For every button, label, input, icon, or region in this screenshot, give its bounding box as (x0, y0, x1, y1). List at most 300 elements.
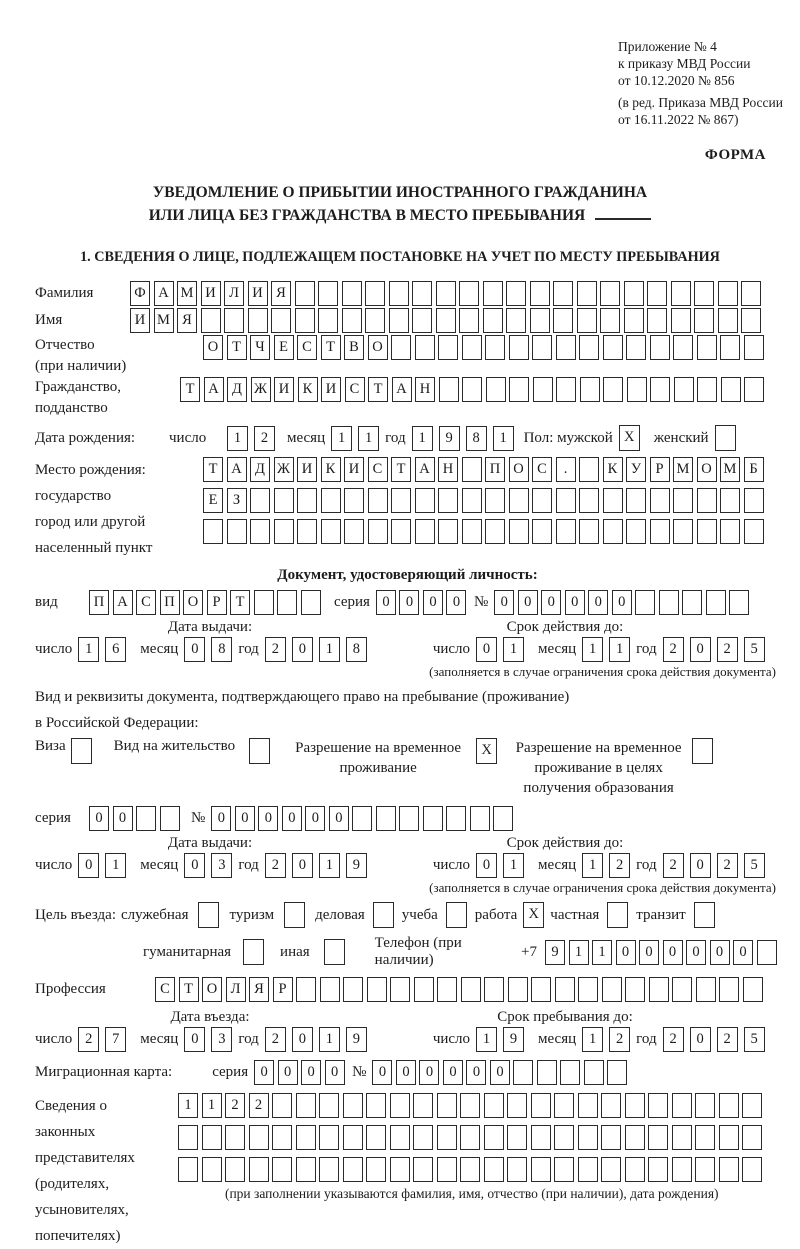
char-box[interactable] (319, 1157, 339, 1182)
char-box[interactable]: 2 (225, 1093, 245, 1118)
char-box[interactable] (438, 519, 458, 544)
char-box[interactable]: 7 (105, 1027, 126, 1052)
char-box[interactable]: Т (180, 377, 200, 402)
char-box[interactable] (695, 1093, 715, 1118)
char-box[interactable]: 0 (329, 806, 349, 831)
char-box[interactable]: 1 (227, 426, 248, 451)
char-box[interactable] (694, 308, 714, 333)
char-box[interactable]: 1 (319, 637, 340, 662)
char-box[interactable] (719, 1125, 739, 1150)
char-box[interactable] (296, 1157, 316, 1182)
char-box[interactable]: Б (744, 457, 764, 482)
char-box[interactable]: 2 (717, 1027, 738, 1052)
char-box[interactable] (296, 1125, 316, 1150)
char-box[interactable] (483, 281, 503, 306)
char-box[interactable]: 8 (211, 637, 232, 662)
char-box[interactable] (272, 1093, 292, 1118)
char-box[interactable] (580, 377, 600, 402)
char-box[interactable]: Д (250, 457, 270, 482)
char-box[interactable] (533, 377, 553, 402)
char-box[interactable]: 3 (211, 853, 232, 878)
char-box[interactable]: Я (249, 977, 269, 1002)
char-box[interactable]: Р (207, 590, 227, 615)
char-box[interactable] (513, 1060, 533, 1085)
char-box[interactable] (626, 488, 646, 513)
char-box[interactable]: 9 (545, 940, 565, 965)
char-box[interactable]: 1 (592, 940, 612, 965)
char-box[interactable] (509, 377, 529, 402)
char-box[interactable] (486, 377, 506, 402)
char-box[interactable]: 0 (292, 637, 313, 662)
char-box[interactable] (673, 335, 693, 360)
char-box[interactable]: О (697, 457, 717, 482)
char-box[interactable]: С (155, 977, 175, 1002)
char-box[interactable] (601, 1157, 621, 1182)
checkbox-cell[interactable] (607, 902, 628, 928)
char-box[interactable]: Т (391, 457, 411, 482)
char-box[interactable]: Е (274, 335, 294, 360)
char-box[interactable]: 0 (419, 1060, 439, 1085)
char-box[interactable] (366, 1093, 386, 1118)
char-box[interactable]: П (89, 590, 109, 615)
char-box[interactable] (624, 281, 644, 306)
char-box[interactable] (507, 1093, 527, 1118)
char-box[interactable] (272, 1157, 292, 1182)
char-box[interactable] (744, 335, 764, 360)
char-box[interactable]: 0 (184, 1027, 205, 1052)
char-box[interactable]: В (344, 335, 364, 360)
char-box[interactable]: 0 (476, 637, 497, 662)
char-box[interactable] (136, 806, 156, 831)
char-box[interactable]: 6 (105, 637, 126, 662)
char-box[interactable] (249, 1157, 269, 1182)
char-box[interactable] (626, 519, 646, 544)
char-box[interactable]: И (130, 308, 150, 333)
char-box[interactable] (254, 590, 274, 615)
char-box[interactable]: Т (368, 377, 388, 402)
char-box[interactable] (277, 590, 297, 615)
char-box[interactable]: 1 (569, 940, 589, 965)
char-box[interactable]: 0 (476, 853, 497, 878)
char-box[interactable] (625, 977, 645, 1002)
char-box[interactable] (483, 308, 503, 333)
char-box[interactable] (532, 488, 552, 513)
char-box[interactable]: 0 (639, 940, 659, 965)
char-box[interactable] (436, 308, 456, 333)
checkbox-cell[interactable]: X (523, 902, 544, 928)
char-box[interactable] (485, 519, 505, 544)
char-box[interactable] (412, 281, 432, 306)
char-box[interactable]: 2 (254, 426, 275, 451)
char-box[interactable] (248, 308, 268, 333)
char-box[interactable] (706, 590, 726, 615)
char-box[interactable] (225, 1157, 245, 1182)
char-box[interactable]: Я (271, 281, 291, 306)
char-box[interactable]: 0 (301, 1060, 321, 1085)
char-box[interactable] (556, 377, 576, 402)
char-box[interactable]: 0 (184, 637, 205, 662)
char-box[interactable] (720, 488, 740, 513)
char-box[interactable] (460, 1157, 480, 1182)
char-box[interactable]: Д (227, 377, 247, 402)
char-box[interactable]: 0 (305, 806, 325, 831)
char-box[interactable] (673, 519, 693, 544)
char-box[interactable]: 2 (717, 853, 738, 878)
char-box[interactable]: 1 (582, 637, 603, 662)
char-box[interactable] (438, 335, 458, 360)
char-box[interactable] (470, 806, 490, 831)
char-box[interactable]: 0 (235, 806, 255, 831)
checkbox-cell[interactable] (71, 738, 92, 764)
char-box[interactable]: П (160, 590, 180, 615)
char-box[interactable] (320, 977, 340, 1002)
char-box[interactable]: 2 (265, 853, 286, 878)
char-box[interactable] (390, 1093, 410, 1118)
char-box[interactable]: 9 (346, 1027, 367, 1052)
char-box[interactable]: 0 (292, 1027, 313, 1052)
char-box[interactable]: О (183, 590, 203, 615)
char-box[interactable] (603, 519, 623, 544)
char-box[interactable]: Н (438, 457, 458, 482)
char-box[interactable] (202, 1125, 222, 1150)
char-box[interactable] (627, 377, 647, 402)
char-box[interactable]: Ч (250, 335, 270, 360)
char-box[interactable] (672, 977, 692, 1002)
char-box[interactable] (742, 1093, 762, 1118)
char-box[interactable] (250, 488, 270, 513)
char-box[interactable]: С (297, 335, 317, 360)
char-box[interactable]: 1 (582, 853, 603, 878)
char-box[interactable]: 0 (89, 806, 109, 831)
char-box[interactable] (648, 1125, 668, 1150)
char-box[interactable]: Я (177, 308, 197, 333)
char-box[interactable]: З (227, 488, 247, 513)
char-box[interactable] (719, 977, 739, 1002)
char-box[interactable]: А (113, 590, 133, 615)
char-box[interactable] (648, 1157, 668, 1182)
char-box[interactable]: 0 (78, 853, 99, 878)
char-box[interactable]: Р (650, 457, 670, 482)
char-box[interactable] (625, 1093, 645, 1118)
checkbox-cell[interactable] (198, 902, 219, 928)
char-box[interactable]: 1 (78, 637, 99, 662)
char-box[interactable]: 5 (744, 637, 765, 662)
char-box[interactable]: 2 (265, 1027, 286, 1052)
char-box[interactable] (530, 281, 550, 306)
char-box[interactable] (459, 308, 479, 333)
char-box[interactable] (484, 1157, 504, 1182)
char-box[interactable] (744, 519, 764, 544)
char-box[interactable] (413, 1157, 433, 1182)
char-box[interactable] (556, 488, 576, 513)
char-box[interactable] (600, 308, 620, 333)
char-box[interactable]: 2 (663, 637, 684, 662)
char-box[interactable] (224, 308, 244, 333)
char-box[interactable] (423, 806, 443, 831)
char-box[interactable] (460, 1093, 480, 1118)
char-box[interactable] (366, 1157, 386, 1182)
char-box[interactable]: С (368, 457, 388, 482)
char-box[interactable]: О (368, 335, 388, 360)
char-box[interactable] (578, 1125, 598, 1150)
char-box[interactable]: Т (203, 457, 223, 482)
char-box[interactable]: 0 (443, 1060, 463, 1085)
char-box[interactable]: К (603, 457, 623, 482)
char-box[interactable] (390, 1125, 410, 1150)
char-box[interactable] (650, 488, 670, 513)
char-box[interactable] (413, 1125, 433, 1150)
char-box[interactable] (601, 1125, 621, 1150)
char-box[interactable] (437, 1125, 457, 1150)
char-box[interactable]: . (556, 457, 576, 482)
char-box[interactable] (577, 281, 597, 306)
char-box[interactable]: 0 (446, 590, 466, 615)
char-box[interactable] (509, 519, 529, 544)
char-box[interactable]: 0 (278, 1060, 298, 1085)
char-box[interactable] (399, 806, 419, 831)
char-box[interactable]: 0 (494, 590, 514, 615)
char-box[interactable]: 0 (325, 1060, 345, 1085)
char-box[interactable]: 8 (466, 426, 487, 451)
char-box[interactable] (744, 377, 764, 402)
char-box[interactable]: 0 (690, 637, 711, 662)
char-box[interactable] (584, 1060, 604, 1085)
char-box[interactable] (649, 977, 669, 1002)
char-box[interactable] (697, 519, 717, 544)
char-box[interactable] (578, 1157, 598, 1182)
char-box[interactable] (389, 281, 409, 306)
char-box[interactable]: А (227, 457, 247, 482)
char-box[interactable] (437, 1157, 457, 1182)
char-box[interactable] (178, 1157, 198, 1182)
char-box[interactable] (414, 977, 434, 1002)
char-box[interactable] (508, 977, 528, 1002)
char-box[interactable] (719, 1093, 739, 1118)
char-box[interactable] (178, 1125, 198, 1150)
char-box[interactable]: 1 (503, 853, 524, 878)
char-box[interactable]: 1 (358, 426, 379, 451)
char-box[interactable] (555, 977, 575, 1002)
char-box[interactable]: 0 (282, 806, 302, 831)
char-box[interactable] (249, 1125, 269, 1150)
char-box[interactable] (530, 308, 550, 333)
char-box[interactable] (744, 488, 764, 513)
checkbox-cell[interactable]: X (476, 738, 497, 764)
char-box[interactable] (626, 335, 646, 360)
char-box[interactable] (695, 1157, 715, 1182)
char-box[interactable] (203, 519, 223, 544)
char-box[interactable] (697, 377, 717, 402)
char-box[interactable]: П (485, 457, 505, 482)
char-box[interactable] (227, 519, 247, 544)
char-box[interactable] (625, 1157, 645, 1182)
char-box[interactable] (602, 977, 622, 1002)
checkbox-cell[interactable] (446, 902, 467, 928)
char-box[interactable] (647, 308, 667, 333)
char-box[interactable] (462, 335, 482, 360)
checkbox-cell[interactable] (694, 902, 715, 928)
char-box[interactable] (485, 488, 505, 513)
char-box[interactable] (318, 281, 338, 306)
char-box[interactable]: А (154, 281, 174, 306)
char-box[interactable] (390, 1157, 410, 1182)
char-box[interactable]: К (321, 457, 341, 482)
char-box[interactable]: 1 (178, 1093, 198, 1118)
char-box[interactable] (507, 1157, 527, 1182)
char-box[interactable] (390, 977, 410, 1002)
char-box[interactable]: 0 (588, 590, 608, 615)
char-box[interactable]: Л (224, 281, 244, 306)
char-box[interactable]: 0 (616, 940, 636, 965)
char-box[interactable] (577, 308, 597, 333)
char-box[interactable] (648, 1093, 668, 1118)
char-box[interactable] (436, 281, 456, 306)
char-box[interactable]: М (720, 457, 740, 482)
char-box[interactable]: 1 (202, 1093, 222, 1118)
char-box[interactable]: 0 (396, 1060, 416, 1085)
char-box[interactable]: 0 (686, 940, 706, 965)
char-box[interactable] (415, 519, 435, 544)
char-box[interactable]: О (203, 335, 223, 360)
char-box[interactable] (671, 281, 691, 306)
char-box[interactable] (718, 308, 738, 333)
char-box[interactable] (439, 377, 459, 402)
char-box[interactable]: 9 (439, 426, 460, 451)
char-box[interactable] (484, 977, 504, 1002)
char-box[interactable] (506, 281, 526, 306)
char-box[interactable]: 1 (319, 853, 340, 878)
char-box[interactable]: Н (415, 377, 435, 402)
char-box[interactable] (650, 335, 670, 360)
char-box[interactable] (343, 1093, 363, 1118)
checkbox-cell[interactable] (373, 902, 394, 928)
char-box[interactable] (297, 519, 317, 544)
char-box[interactable] (321, 519, 341, 544)
char-box[interactable] (650, 519, 670, 544)
char-box[interactable] (343, 1157, 363, 1182)
char-box[interactable] (578, 1093, 598, 1118)
char-box[interactable]: Ж (274, 457, 294, 482)
char-box[interactable]: 0 (254, 1060, 274, 1085)
char-box[interactable]: Т (179, 977, 199, 1002)
char-box[interactable] (202, 1157, 222, 1182)
char-box[interactable] (376, 806, 396, 831)
char-box[interactable]: 2 (249, 1093, 269, 1118)
char-box[interactable] (673, 488, 693, 513)
char-box[interactable] (579, 335, 599, 360)
char-box[interactable] (297, 488, 317, 513)
char-box[interactable] (579, 519, 599, 544)
char-box[interactable] (647, 281, 667, 306)
char-box[interactable] (365, 308, 385, 333)
char-box[interactable] (318, 308, 338, 333)
char-box[interactable] (460, 1125, 480, 1150)
char-box[interactable] (554, 1125, 574, 1150)
char-box[interactable]: О (202, 977, 222, 1002)
char-box[interactable] (682, 590, 702, 615)
char-box[interactable] (603, 335, 623, 360)
char-box[interactable] (509, 488, 529, 513)
char-box[interactable] (695, 1125, 715, 1150)
char-box[interactable]: И (321, 377, 341, 402)
char-box[interactable] (437, 1093, 457, 1118)
checkbox-cell[interactable] (692, 738, 713, 764)
char-box[interactable]: 1 (493, 426, 514, 451)
char-box[interactable] (295, 308, 315, 333)
checkbox-cell[interactable] (324, 939, 345, 965)
char-box[interactable] (484, 1125, 504, 1150)
char-box[interactable] (531, 1125, 551, 1150)
char-box[interactable] (578, 977, 598, 1002)
char-box[interactable]: Е (203, 488, 223, 513)
char-box[interactable] (672, 1157, 692, 1182)
char-box[interactable] (412, 308, 432, 333)
char-box[interactable]: Р (273, 977, 293, 1002)
char-box[interactable]: 0 (733, 940, 753, 965)
char-box[interactable]: 1 (476, 1027, 497, 1052)
char-box[interactable] (367, 977, 387, 1002)
char-box[interactable]: И (248, 281, 268, 306)
char-box[interactable]: 1 (582, 1027, 603, 1052)
char-box[interactable] (560, 1060, 580, 1085)
char-box[interactable]: О (509, 457, 529, 482)
char-box[interactable] (343, 977, 363, 1002)
char-box[interactable] (554, 1157, 574, 1182)
char-box[interactable] (697, 488, 717, 513)
char-box[interactable]: 0 (565, 590, 585, 615)
char-box[interactable] (319, 1093, 339, 1118)
char-box[interactable]: С (136, 590, 156, 615)
char-box[interactable]: 2 (663, 853, 684, 878)
char-box[interactable] (742, 1125, 762, 1150)
char-box[interactable] (459, 281, 479, 306)
char-box[interactable] (296, 1093, 316, 1118)
char-box[interactable]: 0 (258, 806, 278, 831)
char-box[interactable]: 1 (105, 853, 126, 878)
char-box[interactable]: 5 (744, 853, 765, 878)
char-box[interactable] (271, 308, 291, 333)
char-box[interactable] (532, 335, 552, 360)
char-box[interactable] (743, 977, 763, 1002)
char-box[interactable] (603, 488, 623, 513)
char-box[interactable]: 3 (211, 1027, 232, 1052)
char-box[interactable]: М (177, 281, 197, 306)
char-box[interactable] (368, 519, 388, 544)
char-box[interactable] (720, 519, 740, 544)
checkbox-cell[interactable] (249, 738, 270, 764)
char-box[interactable]: 2 (609, 853, 630, 878)
char-box[interactable]: 0 (372, 1060, 392, 1085)
char-box[interactable]: И (274, 377, 294, 402)
char-box[interactable]: 0 (184, 853, 205, 878)
char-box[interactable] (556, 519, 576, 544)
char-box[interactable] (607, 1060, 627, 1085)
char-box[interactable] (672, 1125, 692, 1150)
char-box[interactable]: С (532, 457, 552, 482)
char-box[interactable]: 0 (541, 590, 561, 615)
char-box[interactable] (579, 488, 599, 513)
char-box[interactable]: 0 (518, 590, 538, 615)
char-box[interactable] (635, 590, 655, 615)
char-box[interactable] (250, 519, 270, 544)
char-box[interactable]: 0 (113, 806, 133, 831)
char-box[interactable] (506, 308, 526, 333)
char-box[interactable] (696, 977, 716, 1002)
char-box[interactable]: 0 (211, 806, 231, 831)
char-box[interactable] (415, 335, 435, 360)
char-box[interactable]: 0 (399, 590, 419, 615)
char-box[interactable] (461, 977, 481, 1002)
